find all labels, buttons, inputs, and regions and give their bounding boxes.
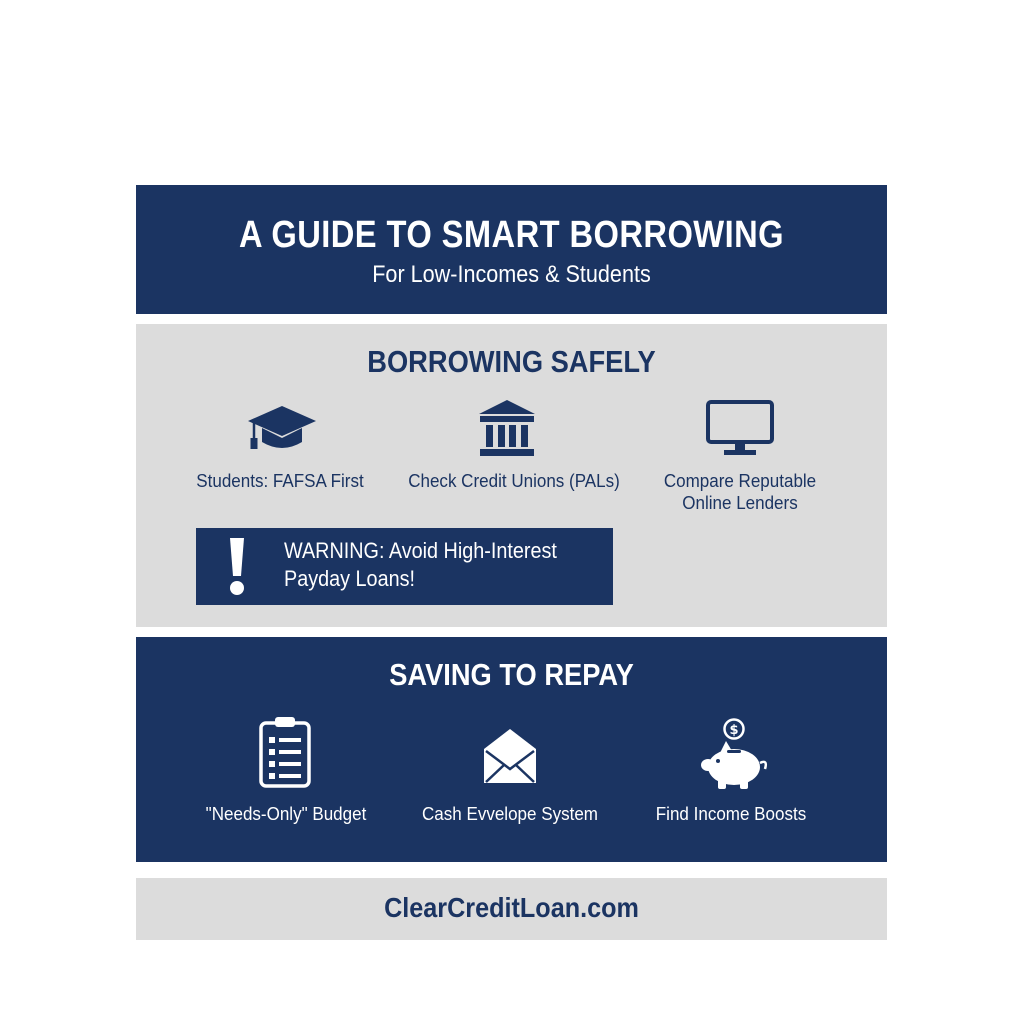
saving-to-repay-section [136,637,887,862]
warning-text-line2: Payday Loans! [284,566,415,591]
payday-loan-warning [196,528,613,605]
graduation-cap-icon [246,404,318,454]
warning-text-line1: WARNING: Avoid High-Interest [284,538,557,563]
borrow-item-label-online-lenders [644,470,835,514]
borrow-item-label-fafsa: Students: FAFSA First [196,470,364,491]
piggy-bank-icon [698,717,770,791]
header-banner [136,185,887,314]
page-subtitle: For Low-Incomes & Students [372,261,651,288]
warning-text [284,537,572,593]
svg-text:$: $ [729,723,739,738]
section-title-saving-to-repay: SAVING TO REPAY [389,657,634,692]
borrow-item-label-online-lenders-line1: Compare Reputable [663,470,817,491]
envelope-icon [482,727,538,785]
saving-item-label-budget: "Needs-Only" Budget [205,803,367,824]
borrowing-safely-section [136,324,887,627]
page-title: A GUIDE TO SMART BORROWING [239,214,784,256]
computer-monitor-icon [706,400,774,458]
borrow-item-label-online-lenders-line2: Online Lenders [682,492,798,513]
saving-item-label-income-boosts: Find Income Boosts [655,803,807,824]
borrow-item-label-credit-unions: Check Credit Unions (PALs) [408,470,620,491]
footer-banner [136,878,887,940]
saving-item-label-envelope: Cash Evvelope System [422,803,598,824]
exclamation-icon [222,536,252,596]
website-url: ClearCreditLoan.com [384,892,639,923]
bank-building-icon [477,398,537,458]
section-title-borrowing-safely: BORROWING SAFELY [367,344,656,379]
clipboard-checklist-icon [258,715,312,789]
